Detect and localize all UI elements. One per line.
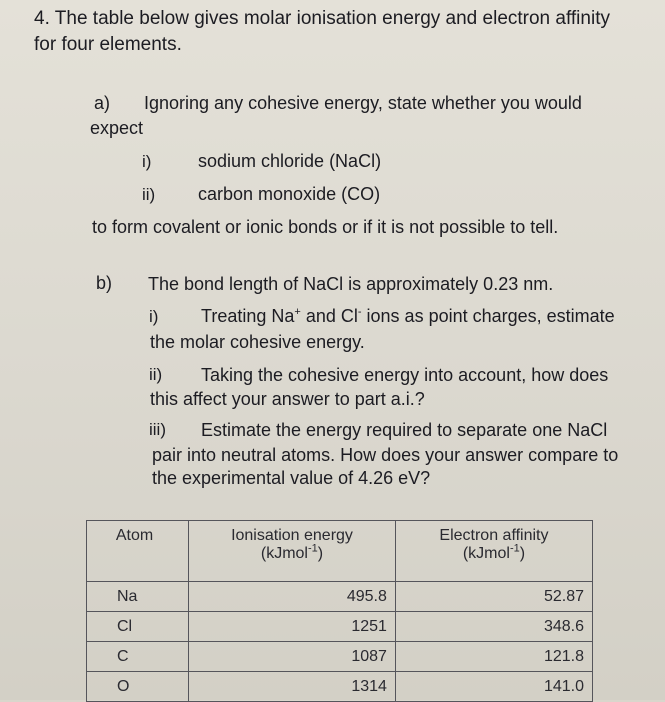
part-b-text: The bond length of NaCl is approximately 0.23 nm. bbox=[148, 274, 554, 294]
question-line-2: for four elements. bbox=[34, 34, 182, 55]
part-b-sub-iii-label: iii) bbox=[149, 420, 166, 439]
affinity-unit-close: ) bbox=[519, 545, 526, 562]
part-b-sub-i-line-1 bbox=[201, 305, 615, 327]
table-row bbox=[87, 612, 593, 642]
affinity-unit-exp: -1 bbox=[509, 542, 520, 555]
ionisation-unit-exp: -1 bbox=[307, 542, 318, 555]
header-ionisation-title: Ionisation energy bbox=[231, 527, 353, 544]
ionisation-unit-close: ) bbox=[317, 545, 324, 562]
row-atom: C bbox=[87, 642, 189, 672]
row-ionisation: 1251 bbox=[189, 612, 396, 642]
table-row bbox=[87, 642, 593, 672]
row-affinity: 121.8 bbox=[395, 642, 592, 672]
part-a-label: a) bbox=[94, 93, 111, 113]
row-atom: O bbox=[87, 672, 189, 702]
header-atom: Atom bbox=[87, 521, 189, 582]
sub-i-pre: Treating Na bbox=[201, 306, 295, 326]
table-row bbox=[87, 672, 593, 702]
row-ionisation: 1087 bbox=[189, 642, 396, 672]
part-b-label: b) bbox=[96, 273, 113, 293]
part-a-item-i-label: i) bbox=[142, 152, 152, 171]
part-b-sub-ii-line-2: this affect your answer to part a.i.? bbox=[150, 389, 425, 409]
row-affinity: 141.0 bbox=[395, 672, 592, 702]
part-a-item-ii-text: carbon monoxide (CO) bbox=[198, 184, 381, 204]
part-a-closing: to form covalent or ionic bonds or if it is not possible to tell. bbox=[92, 217, 559, 237]
part-a-item-ii-label: ii) bbox=[142, 185, 156, 204]
affinity-unit-text: (kJmol bbox=[462, 545, 510, 562]
header-affinity-title: Electron affinity bbox=[439, 527, 549, 544]
part-b-sub-iii-line-2: pair into neutral atoms. How does your answer compare to bbox=[152, 445, 619, 465]
cl-charge: - bbox=[357, 306, 362, 318]
energy-table bbox=[86, 520, 593, 702]
question-line-1: 4. The table below gives molar ionisation energy and electron affinity bbox=[34, 8, 610, 29]
row-ionisation: 495.8 bbox=[189, 582, 396, 612]
sub-i-post: ions as point charges, estimate bbox=[361, 306, 615, 326]
table-header-row bbox=[87, 521, 593, 582]
table-row bbox=[87, 582, 593, 612]
part-b-sub-ii-label: ii) bbox=[149, 365, 163, 384]
part-a-text-2: expect bbox=[90, 118, 144, 138]
part-b-sub-iii-line-1: Estimate the energy required to separate one NaCl bbox=[201, 420, 608, 440]
na-charge: + bbox=[294, 306, 301, 318]
header-ionisation-unit bbox=[195, 542, 389, 563]
row-affinity: 348.6 bbox=[395, 612, 592, 642]
part-a-text-1: Ignoring any cohesive energy, state whether you would bbox=[144, 93, 582, 113]
row-ionisation: 1314 bbox=[189, 672, 396, 702]
header-affinity-unit bbox=[402, 542, 586, 563]
part-b-sub-ii-line-1: Taking the cohesive energy into account, how does bbox=[201, 365, 609, 385]
ionisation-unit-text: (kJmol bbox=[260, 545, 308, 562]
header-affinity bbox=[395, 521, 592, 582]
row-atom: Na bbox=[87, 582, 189, 612]
part-b-sub-i-line-2: the molar cohesive energy. bbox=[150, 332, 365, 352]
part-a-item-i-text: sodium chloride (NaCl) bbox=[198, 151, 382, 171]
header-ionisation bbox=[189, 521, 396, 582]
part-b-sub-i-label: i) bbox=[149, 307, 159, 326]
part-b-sub-iii-line-3: the experimental value of 4.26 eV? bbox=[152, 468, 431, 488]
sub-i-mid: and Cl bbox=[300, 306, 358, 326]
row-atom: Cl bbox=[87, 612, 189, 642]
row-affinity: 52.87 bbox=[395, 582, 592, 612]
